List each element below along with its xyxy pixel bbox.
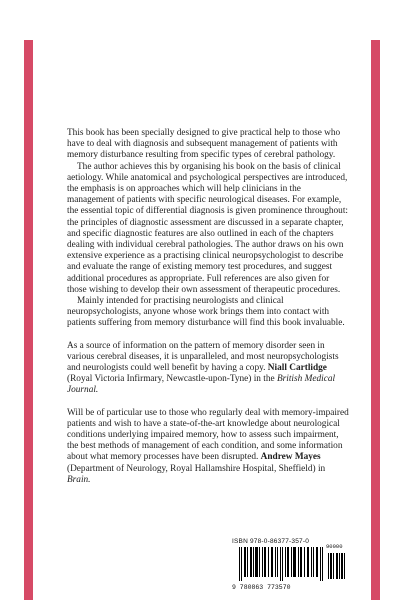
review-1-affiliation: (Royal Victoria Infirmary, Newcastle-upon-Tyne) in the <box>67 374 275 385</box>
barcode-addon: 90000 <box>326 543 343 550</box>
review-1 <box>67 341 349 397</box>
isbn-text: ISBN 978-0-86377-357-0 <box>232 538 310 545</box>
barcode-image <box>238 547 346 583</box>
barcode-block <box>232 538 354 592</box>
barcode-number <box>232 584 291 591</box>
review-1-text: As a source of information on the pattern of memory disorder seen in various cerebral diseases, it is unparalleled, and most neuropsychologists and neurologists could well benefit by having a copy. <box>67 340 339 374</box>
description-paragraph-3: Mainly intended for practising neurologists and clinical neuropsychologists, anyone whose work brings them into contact with patients suffering from memory disturbance will find this book invaluable. <box>67 296 345 329</box>
spacer <box>67 397 349 408</box>
review-2-source: Brain. <box>67 474 91 485</box>
review-2-reviewer: Andrew Mayes <box>260 452 321 463</box>
description-paragraph-1: This book has been specially designed to give practical help to those who have to deal with diagnosis and subsequent management of patients with memory disturbance resulting from specific types of cerebral pathology. <box>67 128 341 161</box>
back-cover-text <box>67 128 349 486</box>
description-paragraph-2: The author achieves this by organising his book on the basis of clinical aetiology. While anatomical and psychological perspectives are introduced, the emphasis is on approaches which will help clinicians in the management of patients with specific neurological diseases. For example, the essential topic of differential diagnosis is given prominence throughout: the principles of diagnostic assessment are discussed in a separate chapter, and specific diagnostic features are also outlined in each of the chapters dealing with individual cerebral pathologies. The author draws on his own extensive experience as a practising clinical neuropsychologist to describe and evaluate the range of existing memory test procedures, and suggest additional procedures as appropriate. Full references are also given for those wishing to develop their own assessment of therapeutic procedures. <box>67 161 348 295</box>
review-1-reviewer: Niall Cartlidge <box>267 363 327 374</box>
right-accent-bar <box>371 40 380 600</box>
review-1-source: British Medical Journal. <box>67 374 336 396</box>
review-2 <box>67 408 349 486</box>
barcode-digits: 9 780863 773570 <box>232 584 291 591</box>
spacer <box>67 330 349 341</box>
review-2-affiliation: (Department of Neurology, Royal Hallamshire Hospital, Sheffield) in <box>67 463 326 474</box>
review-2-text: Will be of particular use to those who regularly deal with memory-impaired patients and wish to have a state-of-the-art knowledge about neurological conditions underlying impaired memory, how to assess such impairment, the best methods of management of each condition, and some information about what memory processes have been disrupted. <box>67 407 349 463</box>
left-accent-bar <box>24 40 33 600</box>
